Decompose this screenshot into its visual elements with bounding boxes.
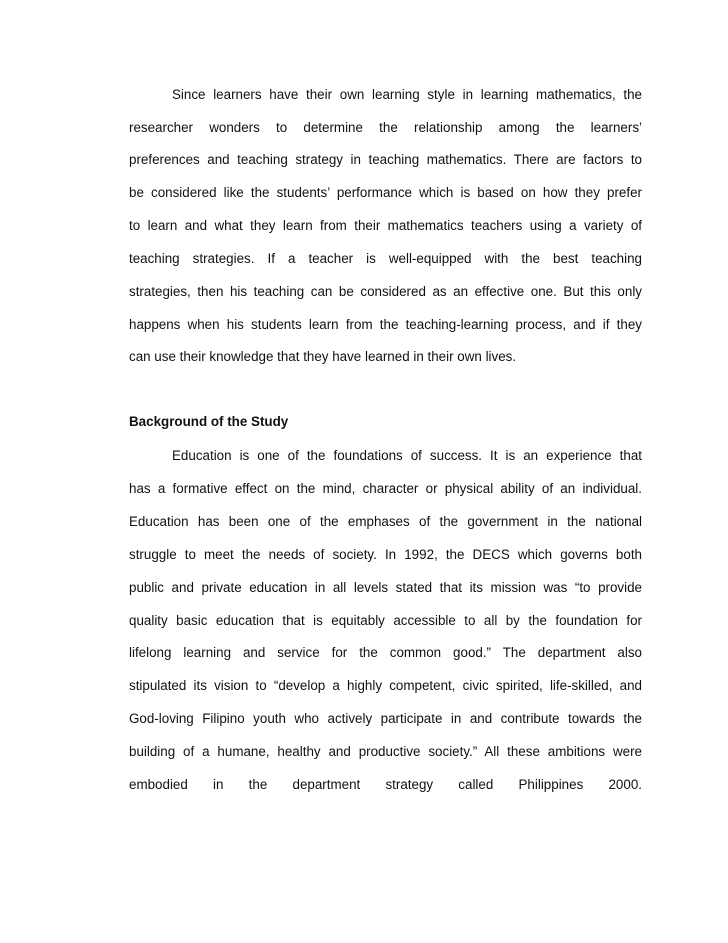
- paragraph-2-line-11: embodied in the department strategy called Philippines 2000.: [129, 777, 642, 792]
- paragraph-1-line-2: researcher wonders to determine the relationship among the learners’: [129, 120, 642, 135]
- paragraph-2-line-6: quality basic education that is equitably accessible to all by the foundation for: [129, 613, 642, 628]
- paragraph-1-line-9: can use their knowledge that they have learned in their own lives.: [129, 349, 517, 364]
- paragraph-1-line-3: preferences and teaching strategy in teaching mathematics. There are factors to: [129, 152, 642, 167]
- paragraph-1-line-8: happens when his students learn from the teaching-learning process, and if they: [129, 317, 642, 332]
- paragraph-1-line-7: strategies, then his teaching can be considered as an effective one. But this only: [129, 284, 642, 299]
- paragraph-1-line-6: teaching strategies. If a teacher is well-equipped with the best teaching: [129, 251, 642, 266]
- paragraph-1-line-5: to learn and what they learn from their mathematics teachers using a variety of: [129, 218, 642, 233]
- paragraph-2-line-9: God-loving Filipino youth who actively participate in and contribute towards the: [129, 711, 642, 726]
- paragraph-2-line-7: lifelong learning and service for the common good.” The department also: [129, 645, 642, 660]
- paragraph-1-line-1: Since learners have their own learning style in learning mathematics, the: [172, 87, 642, 102]
- paragraph-2-line-5: public and private education in all levels stated that its mission was “to provide: [129, 580, 642, 595]
- paragraph-2-line-4: struggle to meet the needs of society. In 1992, the DECS which governs both: [129, 547, 642, 562]
- section-heading: Background of the Study: [129, 414, 289, 429]
- paragraph-2-line-8: stipulated its vision to “develop a highly competent, civic spirited, life-skilled, and: [129, 678, 642, 693]
- paragraph-2-line-3: Education has been one of the emphases of the government in the national: [129, 514, 642, 529]
- paragraph-2-line-10: building of a humane, healthy and productive society.” All these ambitions were: [129, 744, 642, 759]
- paragraph-2-line-1: Education is one of the foundations of success. It is an experience that: [172, 448, 642, 463]
- paragraph-1-line-4: be considered like the students’ performance which is based on how they prefer: [129, 185, 642, 200]
- paragraph-2-line-2: has a formative effect on the mind, character or physical ability of an individual.: [129, 481, 642, 496]
